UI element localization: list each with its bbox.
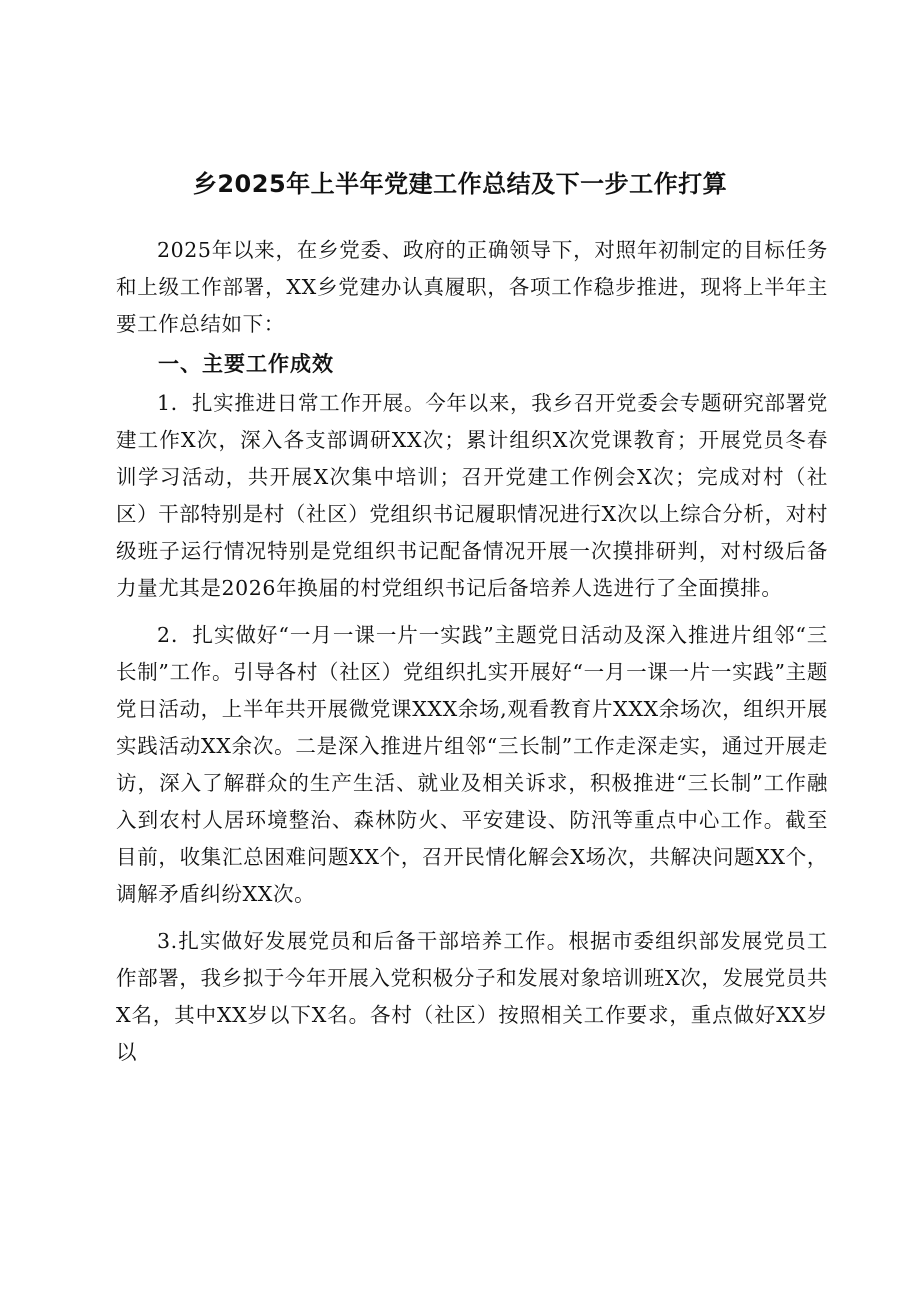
paragraph-daily-work: 1．扎实推进日常工作开展。今年以来，我乡召开党委会专题研究部署党建工作X次，深入各支部调研XX次；累计组织X次党课教育；开展党员冬春训学习活动，共开展X次集中培训；召开党建工作例会X次；完成对村（社区）干部特别是村（社区）党组织书记履职情况进行X次以上综合分析，对村级班子运行情况特别是党组织书记配备情况开展一次摸排研判，对村级后备力量尤其是2026年换届的村党组织书记后备培养人选进行了全面摸排。 [116,391,828,600]
paragraph-theme-party-day: 2．扎实做好“一月一课一片一实践”主题党日活动及深入推进片组邻“三长制”工作。引导各村（社区）党组织扎实开展好“一月一课一片一实践”主题党日活动，上半年共开展微党课XXX余场,观看教育片XXX余场次，组织开展实践活动XX余次。二是深入推进片组邻“三长制”工作走深走实，通过开展走访，深入了解群众的生产生活、就业及相关诉求，积极推进“三长制”工作融入到农村人居环境整治、森林防火、平安建设、防汛等重点中心工作。截至目前，收集汇总困难问题XX个，召开民情化解会X场次，共解决问题XX个，调解矛盾纠纷XX次。 [116,623,828,906]
section-heading-main-achievements: 一、主要工作成效 [158,352,334,376]
intro-paragraph: 2025年以来，在乡党委、政府的正确领导下，对照年初制定的目标任务和上级工作部署，XX乡党建办认真履职，各项工作稳步推进，现将上半年主要工作总结如下： [116,238,828,336]
document-body [116,232,828,1071]
paragraph-party-member-development: 3.扎实做好发展党员和后备干部培养工作。根据市委组织部发展党员工作部署，我乡拟于今年开展入党积极分子和发展对象培训班X次，发展党员共X名，其中XX岁以下X名。各村（社区）按照相关工作要求，重点做好XX岁以 [116,929,828,1064]
document-title: 乡2025年上半年党建工作总结及下一步工作打算 [192,170,728,198]
